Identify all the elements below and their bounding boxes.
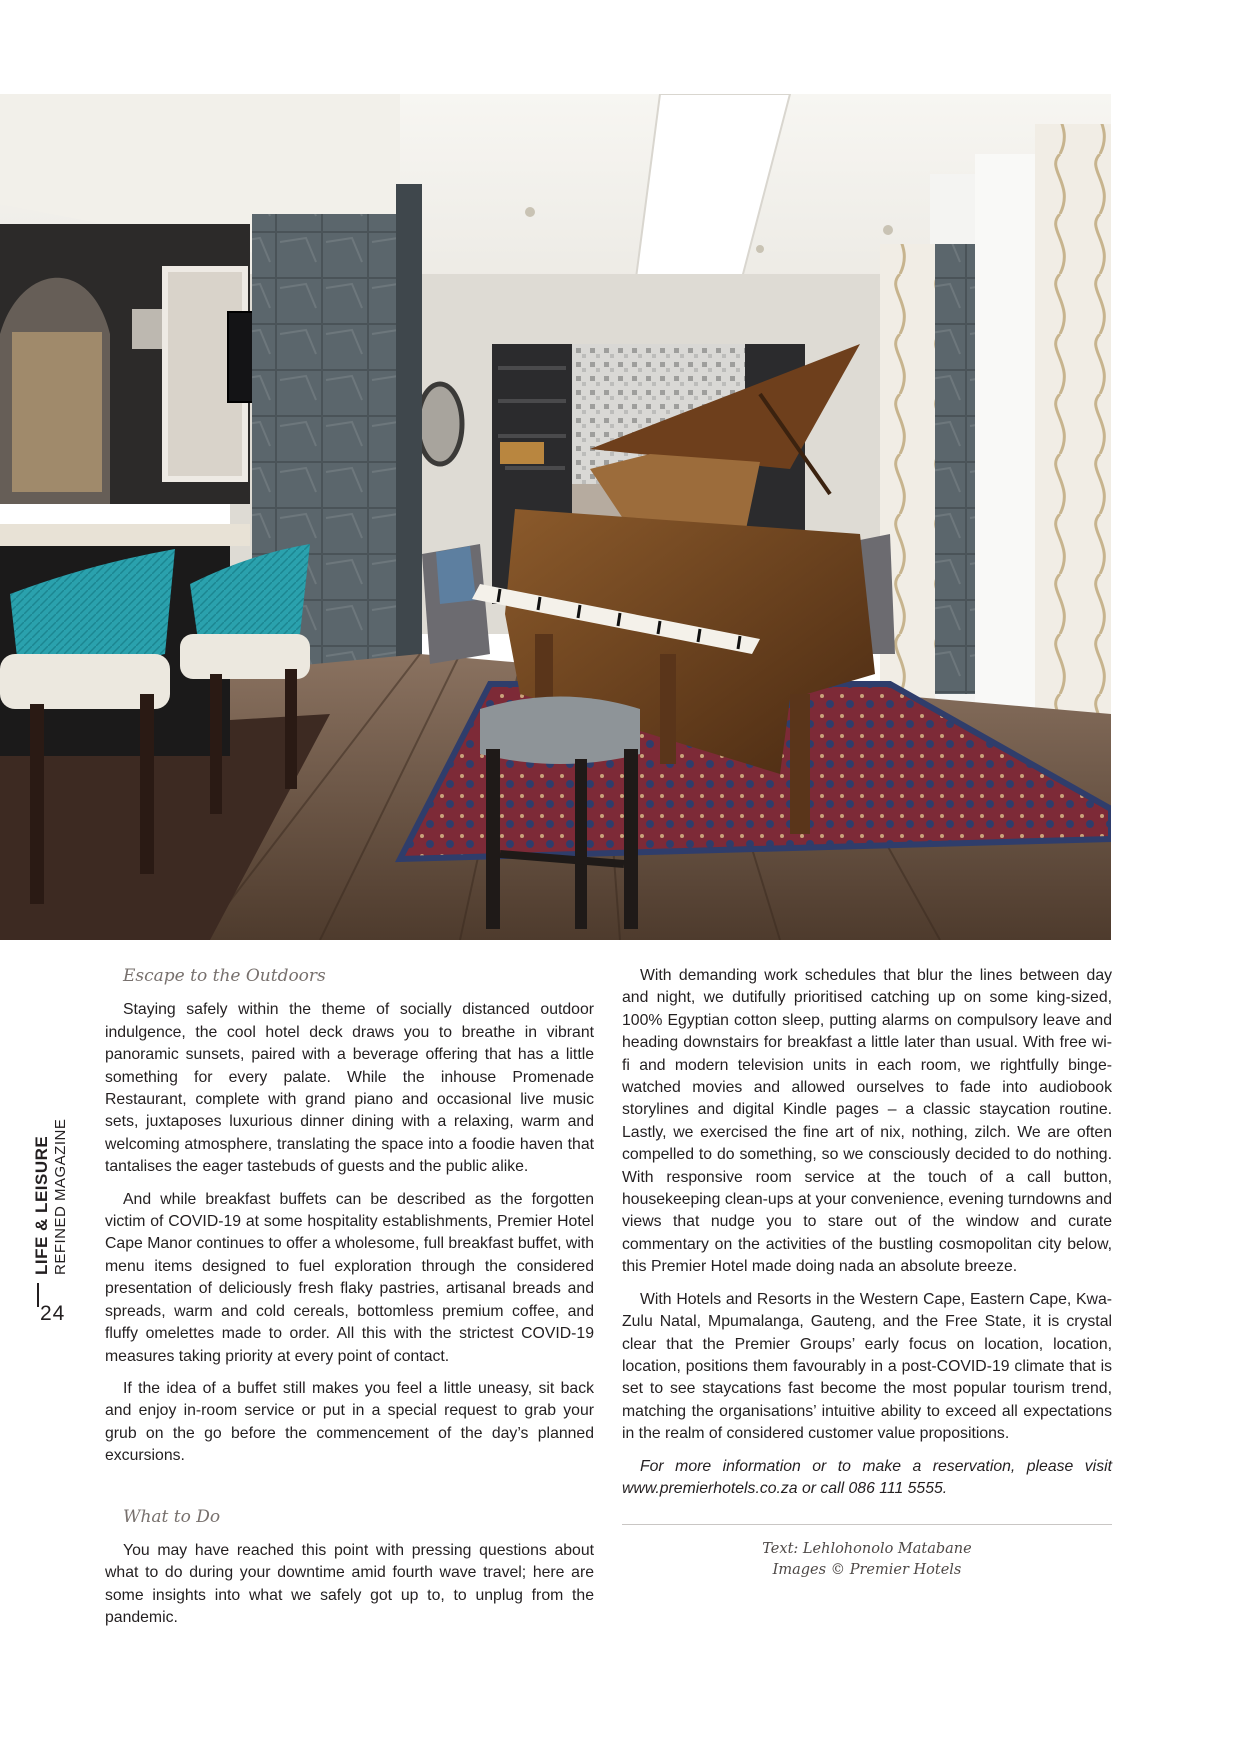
credits-divider [622, 1524, 1112, 1525]
hotel-lounge-photo [0, 94, 1111, 940]
article-right-column [622, 965, 1112, 1581]
paragraph: With Hotels and Resorts in the Western Cape, Eastern Cape, Kwa-Zulu Natal, Mpumalanga, Gauteng, and the Free State, it is crystal clear that the Premier Groups’ early focus on location, location, location, positions them favourably in a post-COVID-19 climate that is set to see staycations fast become the most popular tourism trend, matching the organisations’ intuitive ability to exceed all expectations in the realm of considered customer value propositions. [622, 1290, 1112, 1443]
text-credit: Text: Lehlohonolo Matabane [762, 1541, 972, 1558]
paragraph: You may have reached this point with pressing questions about what to do during your downtime amid fourth wave travel; here are some insights into what we safely got up to, to unplug from the pandemic. [105, 1541, 594, 1627]
section-sidebar [28, 1118, 108, 1390]
section-name: LIFE & LEISURE [32, 1135, 51, 1275]
magazine-name: REFINED MAGAZINE [52, 1118, 69, 1275]
credits [622, 1539, 1112, 1581]
sidebar-divider [37, 1283, 39, 1307]
paragraph: If the idea of a buffet still makes you feel a little uneasy, sit back and enjoy in-room service or put in a special request to grab your grub on the go before the commencement of the day’s planned excursions. [105, 1379, 594, 1465]
heading-escape-outdoors: Escape to the Outdoors [123, 966, 326, 986]
page-number: 24 [40, 1302, 66, 1325]
article-left-column [105, 965, 594, 1640]
paragraph: Staying safely within the theme of socially distanced outdoor indulgence, the cool hotel deck draws you to breathe in vibrant panoramic sunsets, paired with a beverage offering that has a little something for every palate. While the inhouse Promenade Restaurant, complete with grand piano and occasional live music sets, juxtaposes luxurious dinner dining with a relaxing, warm and welcoming atmosphere, translating the space into a foodie haven that tantalises the eager tastebuds of guests and the public alike. [105, 1001, 594, 1176]
heading-what-to-do: What to Do [123, 1506, 221, 1527]
images-credit: Images © Premier Hotels [772, 1562, 962, 1579]
paragraph: With demanding work schedules that blur the lines between day and night, we dutifully prioritised catching up on some king-sized, 100% Egyptian cotton sleep, putting alarms on compulsory leave and heading downstairs for breakfast a little later than usual. With free wi-fi and modern television units in each room, we rightfully binge-watched movies and allowed ourselves to fade into audiobook storylines and digital Kindle pages – a classic staycation routine. Lastly, we exercised the fine art of nix, nothing, zilch. We are often compelled to do something, so we consciously decided to do nothing. With responsive room service at the touch of a call button, housekeeping clean-ups at your convenience, evening turndowns and views that nudge you to stare out of the window and curate commentary on the activities of the bustling cosmopolitan city below, this Premier Hotel made doing nada an absolute breeze. [622, 967, 1112, 1276]
contact-info: For more information or to make a reservation, please visit www.premierhotels.co.za or call 086 111 5555. [622, 1457, 1112, 1497]
paragraph: And while breakfast buffets can be described as the forgotten victim of COVID-19 at some hospitality establishments, Premier Hotel Cape Manor continues to offer a wholesome, full breakfast buffet, with menu items designed to fuel exploration through the considered presentation of deliciously fresh flaky pastries, artisanal breads and spreads, warm and cold cereals, bottomless premium coffee, and fluffy omelettes made to order. All this with the strictest COVID-19 measures taking priority at every point of contact. [105, 1190, 594, 1365]
